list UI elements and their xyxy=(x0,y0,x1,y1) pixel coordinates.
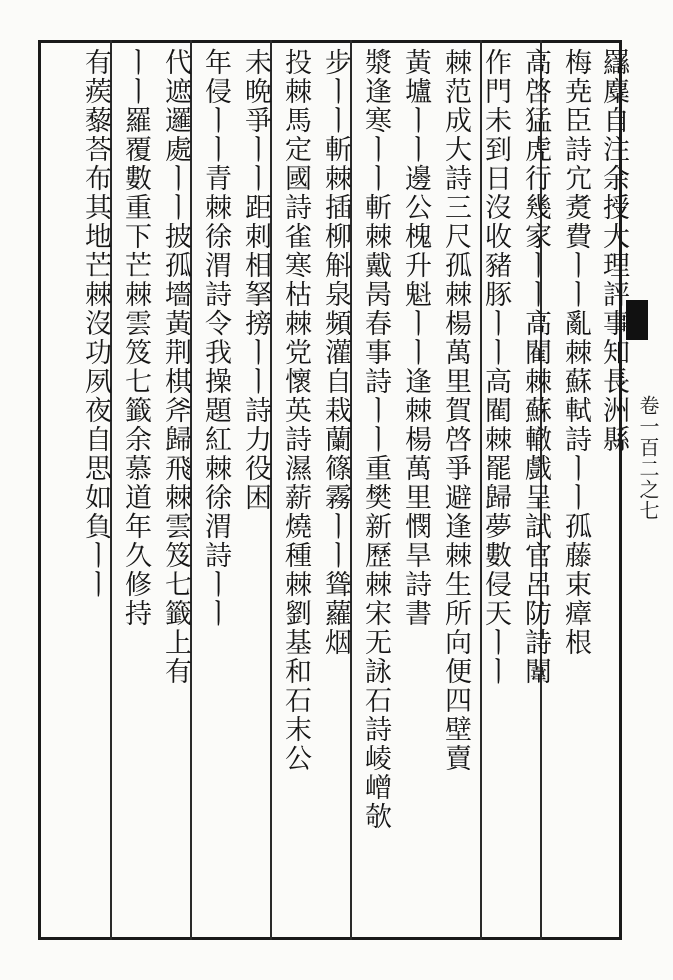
text-column: 有蒺藜荅布其地芒棘沒功夙夜自思如負ㅣㅣ xyxy=(80,48,111,599)
text-column: 羉麋自注余授大理評事知長洲縣 xyxy=(598,48,629,454)
text-column: 年侵ㅣㅣ青棘徐渭詩令我操題紅棘徐渭詩ㅣㅣ xyxy=(200,48,231,628)
text-column: 未晩爭ㅣㅣ距刺相拏搒ㅣㅣ詩力役困 xyxy=(240,48,271,512)
text-column: 代遮邏處ㅣㅣ披孤墻黃荆棋斧歸飛棘雲笈七籤上有 xyxy=(160,48,191,686)
text-column: 高啓猛虎行幾家ㅣㅣ高閵棘蘇轍戲呈試官呂防詩闈 xyxy=(520,48,551,686)
text-column: 棘范成大詩三尺孤棘楊萬里賀啓爭避逢棘生所向便四壁賣 xyxy=(440,48,471,773)
text-column: 步ㅣㅣ斬棘插柳斛泉頻灌自栽蘭篠霧ㅣㅣ聳蘿烟 xyxy=(320,48,351,657)
text-column: 漿逢寒ㅣㅣ斬棘戴昺春事詩ㅣㅣ重樊新歷棘宋无詠石詩崚嶒欹 xyxy=(360,48,391,831)
text-column: 作門未到日沒收豬豚ㅣㅣ高閵棘罷歸夢數侵天ㅣㅣ xyxy=(480,48,511,686)
text-column: 梅尭臣詩宂煑費ㅣㅣ亂棘蘇軾詩ㅣㅣ孤藤束瘴根 xyxy=(560,48,591,657)
text-column: 投棘馬定國詩雀寒枯棘党懷英詩濕薪燒種棘劉基和石末公 xyxy=(280,48,311,773)
center-strip-title: 卷一百二之七 xyxy=(636,395,660,521)
text-column: ㅣㅣ羅覆數重下芒棘雲笈七籤余慕道年久修持 xyxy=(120,48,151,628)
text-column: 黃壚ㅣㅣ邊公槐升魁ㅣㅣ逢棘楊萬里憫旱詩書 xyxy=(400,48,431,628)
